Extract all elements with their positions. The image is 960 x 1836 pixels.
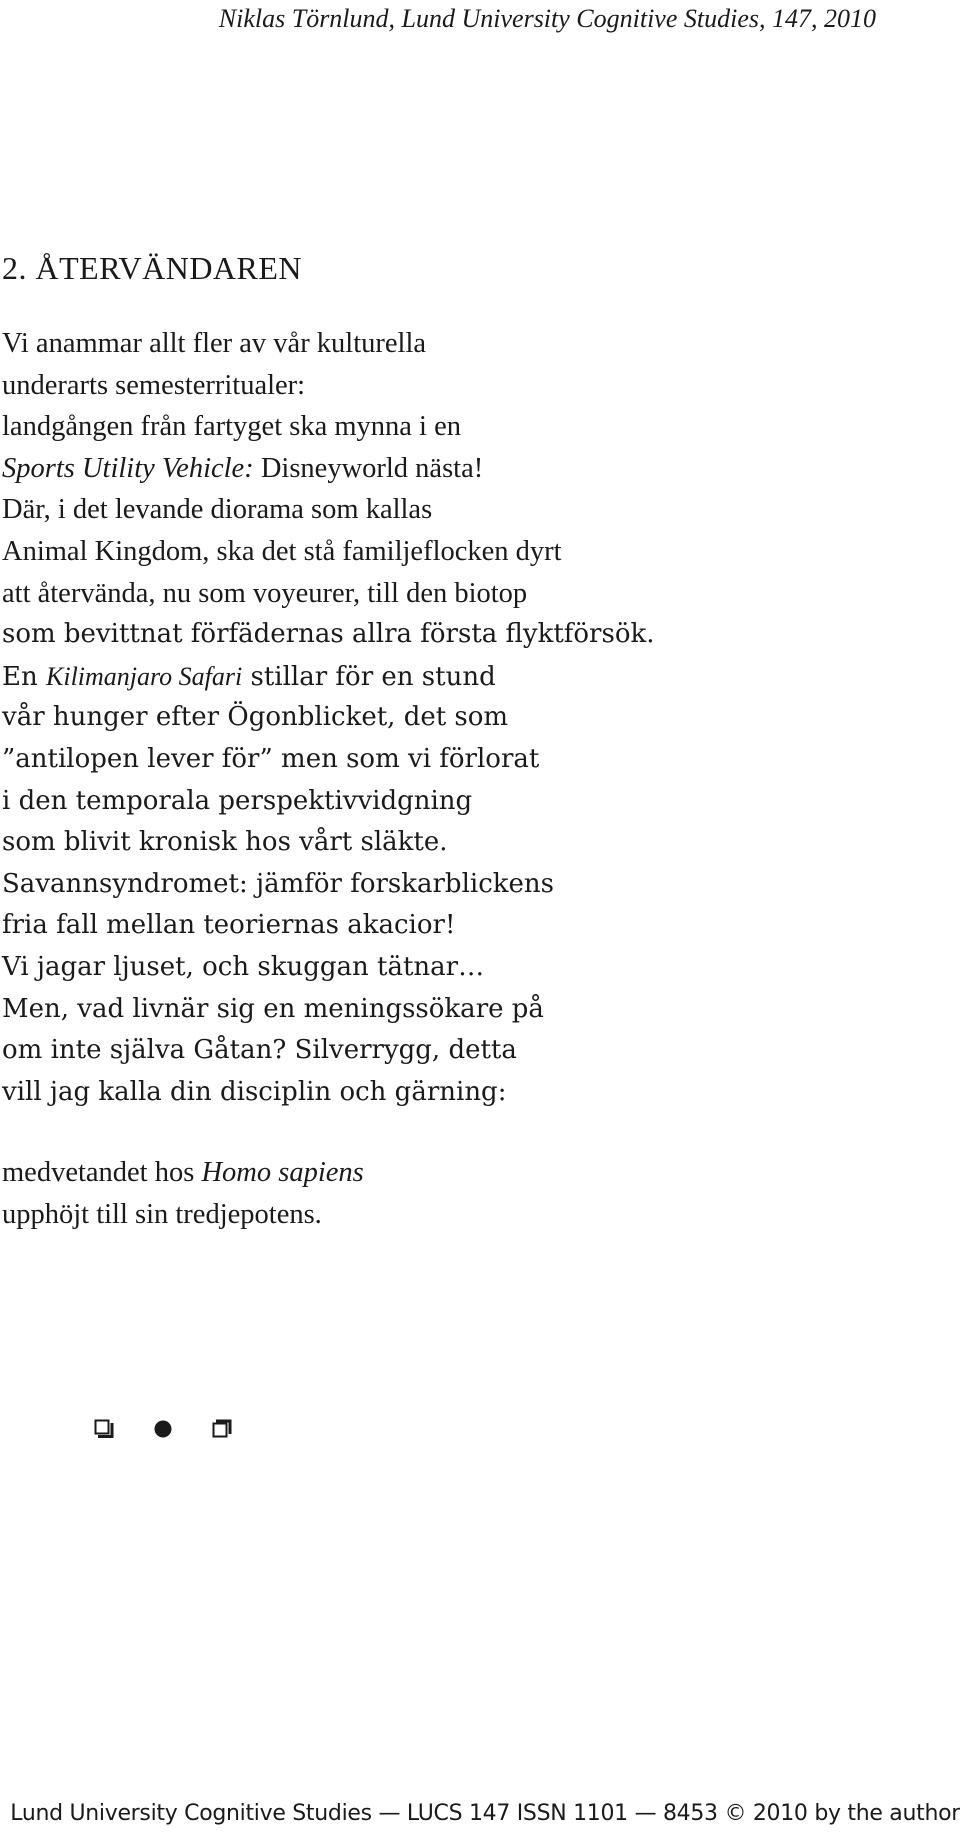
poem-line: Vi jagar ljuset, och skuggan tätnar…	[2, 951, 485, 982]
poem-line: Savannsyndromet: jämför forskarblickens	[2, 868, 554, 899]
square-outline-icon	[94, 1419, 114, 1439]
poem-line: landgången från fartyget ska mynna i en	[2, 411, 461, 443]
italic-phrase: Kilimanjaro Safari	[46, 661, 243, 691]
poem-line: underarts semesterritualer:	[2, 369, 306, 401]
poem-line: Animal Kingdom, ska det stå familjeflocken dyrt	[2, 535, 562, 567]
poem-line: Men, vad livnär sig en meningssökare på	[2, 993, 544, 1024]
poem-line: att återvända, nu som voyeurer, till den biotop	[2, 577, 528, 609]
poem-line: som bevittnat förfädernas allra första flyktförsök.	[2, 619, 655, 650]
poem-line: vår hunger efter Ögonblicket, det som	[2, 702, 509, 733]
poem-line: som blivit kronisk hos vårt släkte.	[2, 827, 448, 858]
running-header	[0, 0, 960, 48]
footer-text: Lund University Cognitive Studies — LUCS 147 ISSN 1101 — 8453 © 2010 by the author	[10, 1801, 960, 1826]
poem-line: om inte själva Gåtan? Silverrygg, detta	[2, 1035, 517, 1066]
poem-line: Sports Utility Vehicle: Disneyworld nästa!	[2, 452, 484, 484]
running-header-text: Niklas Törnlund, Lund University Cognitive Studies, 147, 2010	[218, 4, 876, 33]
poem-line: vill jag kalla din disciplin och gärning:	[2, 1076, 507, 1107]
poem-line: upphöjt till sin tredjepotens.	[2, 1198, 322, 1230]
italic-phrase: Homo sapiens	[201, 1157, 364, 1189]
running-footer	[0, 1801, 960, 1827]
filled-circle-icon	[152, 1418, 174, 1440]
poem-line: medvetandet hos Homo sapiens	[2, 1157, 364, 1189]
poem-line: En Kilimanjaro Safari stillar för en stund	[2, 661, 496, 692]
poem-line: fria fall mellan teoriernas akacior!	[2, 910, 456, 941]
poem-body	[2, 323, 942, 1235]
poem-line: Vi anammar allt fler av vår kulturella	[2, 328, 427, 359]
square-corner-icon	[212, 1419, 232, 1439]
poem-line: ”antilopen lever för” men som vi förlorat	[2, 743, 540, 774]
poem-line: i den temporala perspektivvidgning	[2, 785, 473, 816]
poem-line: Där, i det levande diorama som kallas	[2, 494, 433, 526]
italic-phrase: Sports Utility Vehicle:	[2, 452, 254, 484]
poem-title: 2. ÅTERVÄNDAREN	[2, 250, 303, 286]
ornament-row	[94, 1417, 232, 1441]
